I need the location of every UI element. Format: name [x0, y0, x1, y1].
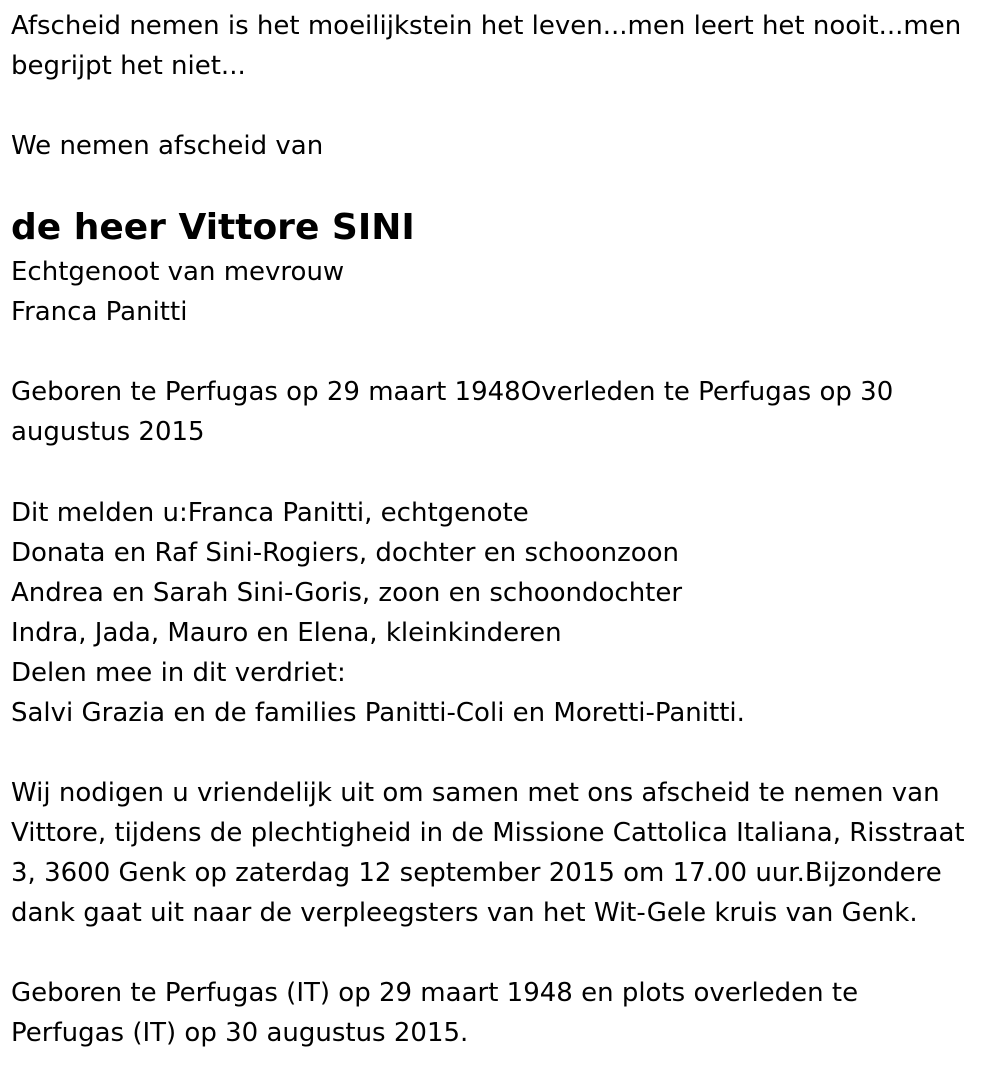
announcer-line: Salvi Grazia en de families Panitti-Coli en Moretti-Panitti. — [11, 698, 745, 728]
closing-line: Perfugas (IT) op 30 augustus 2015. — [11, 1018, 469, 1048]
spouse-line: Echtgenoot van mevrouw — [11, 257, 345, 287]
closing-paragraph — [11, 973, 996, 1053]
spouse-block — [11, 252, 344, 332]
birth-death-line: augustus 2015 — [11, 417, 205, 447]
announcer-line: Dit melden u:Franca Panitti, echtgenote — [11, 498, 529, 528]
deceased-name: de heer Vittore SINI — [11, 207, 415, 248]
invitation-line: dank gaat uit naar de verpleegsters van het Wit-Gele kruis van Genk. — [11, 898, 918, 928]
invitation-line: 3, 3600 Genk op zaterdag 12 september 2015 om 17.00 uur.Bijzondere — [11, 858, 942, 888]
closing-line: Geboren te Perfugas (IT) op 29 maart 1948 en plots overleden te — [11, 978, 859, 1008]
invitation-line: Vittore, tijdens de plechtigheid in de Missione Cattolica Italiana, Risstraat — [11, 818, 965, 848]
birth-death-line: Geboren te Perfugas op 29 maart 1948Overleden te Perfugas op 30 — [11, 377, 894, 407]
announcer-line: Donata en Raf Sini-Rogiers, dochter en schoonzoon — [11, 538, 680, 568]
intro-line: begrijpt het niet... — [11, 51, 246, 81]
deceased-name-block — [11, 206, 415, 250]
announcer-line: Indra, Jada, Mauro en Elena, kleinkinderen — [11, 618, 562, 648]
announcer-line: Delen mee in dit verdriet: — [11, 658, 346, 688]
intro-quote — [11, 6, 996, 86]
farewell-intro-text: We nemen afscheid van — [11, 131, 324, 161]
intro-line: Afscheid nemen is het moeilijkstein het leven...men leert het nooit...men — [11, 11, 962, 41]
invitation-paragraph — [11, 773, 996, 933]
birth-death-block — [11, 372, 996, 452]
invitation-line: Wij nodigen u vriendelijk uit om samen met ons afscheid te nemen van — [11, 778, 940, 808]
announcers-list — [11, 493, 745, 733]
spouse-line: Franca Panitti — [11, 297, 188, 327]
announcer-line: Andrea en Sarah Sini-Goris, zoon en schoondochter — [11, 578, 683, 608]
farewell-intro — [11, 126, 323, 166]
